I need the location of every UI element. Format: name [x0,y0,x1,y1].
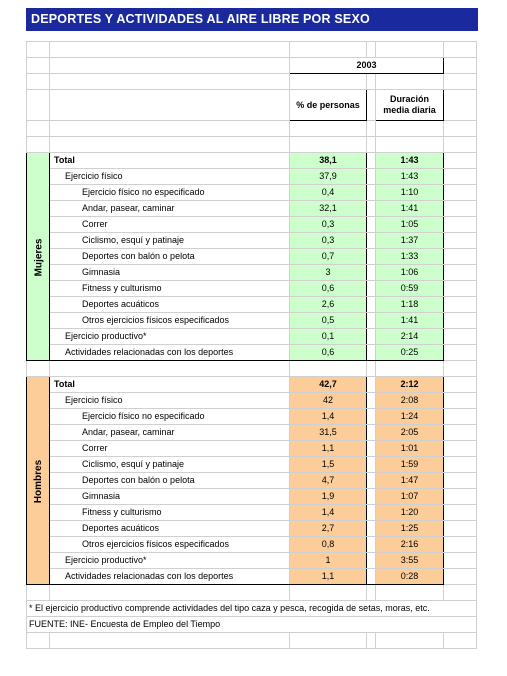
table-row [27,297,477,313]
row-label: Ejercicio físico [50,169,290,185]
table-row [27,201,477,217]
table-row [27,185,477,201]
row-label: Ejercicio físico no especificado [50,185,290,201]
table-row [27,569,477,585]
column-header-duration: Duración media diaria [376,90,444,121]
duration-cell: 1:20 [376,505,444,521]
row-label: Otros ejercicios físicos especificados [50,313,290,329]
table-row [27,457,477,473]
empty-row [27,137,477,153]
pct-cell: 1,4 [290,505,367,521]
empty-row [27,121,477,137]
table-title: DEPORTES Y ACTIVIDADES AL AIRE LIBRE POR SEXO [26,8,478,31]
row-label: Andar, pasear, caminar [50,425,290,441]
row-label: Ciclismo, esquí y patinaje [50,233,290,249]
row-label: Ejercicio productivo* [50,329,290,345]
row-label: Correr [50,217,290,233]
table-row [27,281,477,297]
duration-cell: 1:41 [376,201,444,217]
column-header-row [27,90,477,121]
row-label: Deportes acuáticos [50,521,290,537]
duration-cell: 1:25 [376,521,444,537]
row-label: Otros ejercicios físicos especificados [50,537,290,553]
duration-cell: 1:33 [376,249,444,265]
duration-cell: 0:59 [376,281,444,297]
pct-cell: 2,7 [290,521,367,537]
spreadsheet [26,8,478,668]
year-row [27,58,477,74]
row-label: Ciclismo, esquí y patinaje [50,457,290,473]
men-side-label-cell [27,377,50,585]
duration-cell: 1:07 [376,489,444,505]
table-row [27,377,477,393]
duration-cell: 2:05 [376,425,444,441]
table-row [27,441,477,457]
pct-cell: 37,9 [290,169,367,185]
source-text-row [27,617,477,633]
row-label: Deportes con balón o pelota [50,249,290,265]
row-label: Deportes acuáticos [50,297,290,313]
row-label: Total [50,377,290,393]
pct-cell: 0,6 [290,345,367,361]
pct-cell: 3 [290,265,367,281]
duration-cell: 1:47 [376,473,444,489]
row-label: Gimnasia [50,489,290,505]
pct-cell: 1,4 [290,409,367,425]
table-row [27,489,477,505]
duration-cell: 1:01 [376,441,444,457]
table-row [27,345,477,361]
table-row [27,217,477,233]
pct-cell: 0,7 [290,249,367,265]
pct-cell: 32,1 [290,201,367,217]
empty-row [27,585,477,601]
pct-cell: 1,1 [290,441,367,457]
table-row [27,233,477,249]
pct-cell: 0,1 [290,329,367,345]
duration-cell: 1:59 [376,457,444,473]
pct-cell: 1,1 [290,569,367,585]
table-row [27,505,477,521]
row-label: Deportes con balón o pelota [50,473,290,489]
pct-cell: 1,9 [290,489,367,505]
duration-cell: 1:37 [376,233,444,249]
duration-cell: 1:24 [376,409,444,425]
table-row [27,265,477,281]
women-side-label-cell [27,153,50,361]
empty-row [27,361,477,377]
table-row [27,393,477,409]
duration-cell: 2:16 [376,537,444,553]
table-row [27,521,477,537]
footnote-text: * El ejercicio productivo comprende actividades del tipo caza y pesca, recogida de setas, moras, etc. [27,601,477,617]
duration-cell: 1:43 [376,153,444,169]
row-label: Total [50,153,290,169]
duration-cell: 3:55 [376,553,444,569]
women-label: Mujeres [32,238,44,276]
pct-cell: 0,4 [290,185,367,201]
pct-cell: 31,5 [290,425,367,441]
pct-cell: 0,8 [290,537,367,553]
duration-cell: 1:05 [376,217,444,233]
table-row [27,409,477,425]
pct-cell: 42,7 [290,377,367,393]
pct-cell: 0,3 [290,217,367,233]
row-label: Fitness y culturismo [50,505,290,521]
pct-cell: 42 [290,393,367,409]
footnote-text-row [27,601,477,617]
row-label: Correr [50,441,290,457]
table-row [27,153,477,169]
duration-cell: 2:12 [376,377,444,393]
year-header: 2003 [290,58,444,74]
table-row [27,553,477,569]
row-label: Ejercicio físico [50,393,290,409]
row-label: Andar, pasear, caminar [50,201,290,217]
empty-row [27,42,477,58]
duration-cell: 1:06 [376,265,444,281]
pct-cell: 1,5 [290,457,367,473]
table-row [27,473,477,489]
empty-row [27,633,477,649]
source-text: FUENTE: INE- Encuesta de Empleo del Tiempo [27,617,477,633]
duration-cell: 1:10 [376,185,444,201]
duration-cell: 1:43 [376,169,444,185]
pct-cell: 0,3 [290,233,367,249]
empty-row [27,74,477,90]
row-label: Gimnasia [50,265,290,281]
table-row [27,169,477,185]
table-row [27,313,477,329]
duration-cell: 1:41 [376,313,444,329]
pct-cell: 38,1 [290,153,367,169]
table-row [27,329,477,345]
duration-cell: 0:28 [376,569,444,585]
row-label: Actividades relacionadas con los deportes [50,569,290,585]
row-label: Actividades relacionadas con los deportes [50,345,290,361]
duration-cell: 1:18 [376,297,444,313]
pct-cell: 1 [290,553,367,569]
table-row [27,249,477,265]
data-table [26,41,477,649]
pct-cell: 0,6 [290,281,367,297]
pct-cell: 2,6 [290,297,367,313]
column-header-pct: % de personas [290,90,367,121]
row-label: Ejercicio productivo* [50,553,290,569]
men-label: Hombres [33,459,45,503]
duration-cell: 2:14 [376,329,444,345]
pct-cell: 0,5 [290,313,367,329]
pct-cell: 4,7 [290,473,367,489]
duration-cell: 0:25 [376,345,444,361]
table-row [27,537,477,553]
table-row [27,425,477,441]
duration-cell: 2:08 [376,393,444,409]
row-label: Fitness y culturismo [50,281,290,297]
row-label: Ejercicio físico no especificado [50,409,290,425]
